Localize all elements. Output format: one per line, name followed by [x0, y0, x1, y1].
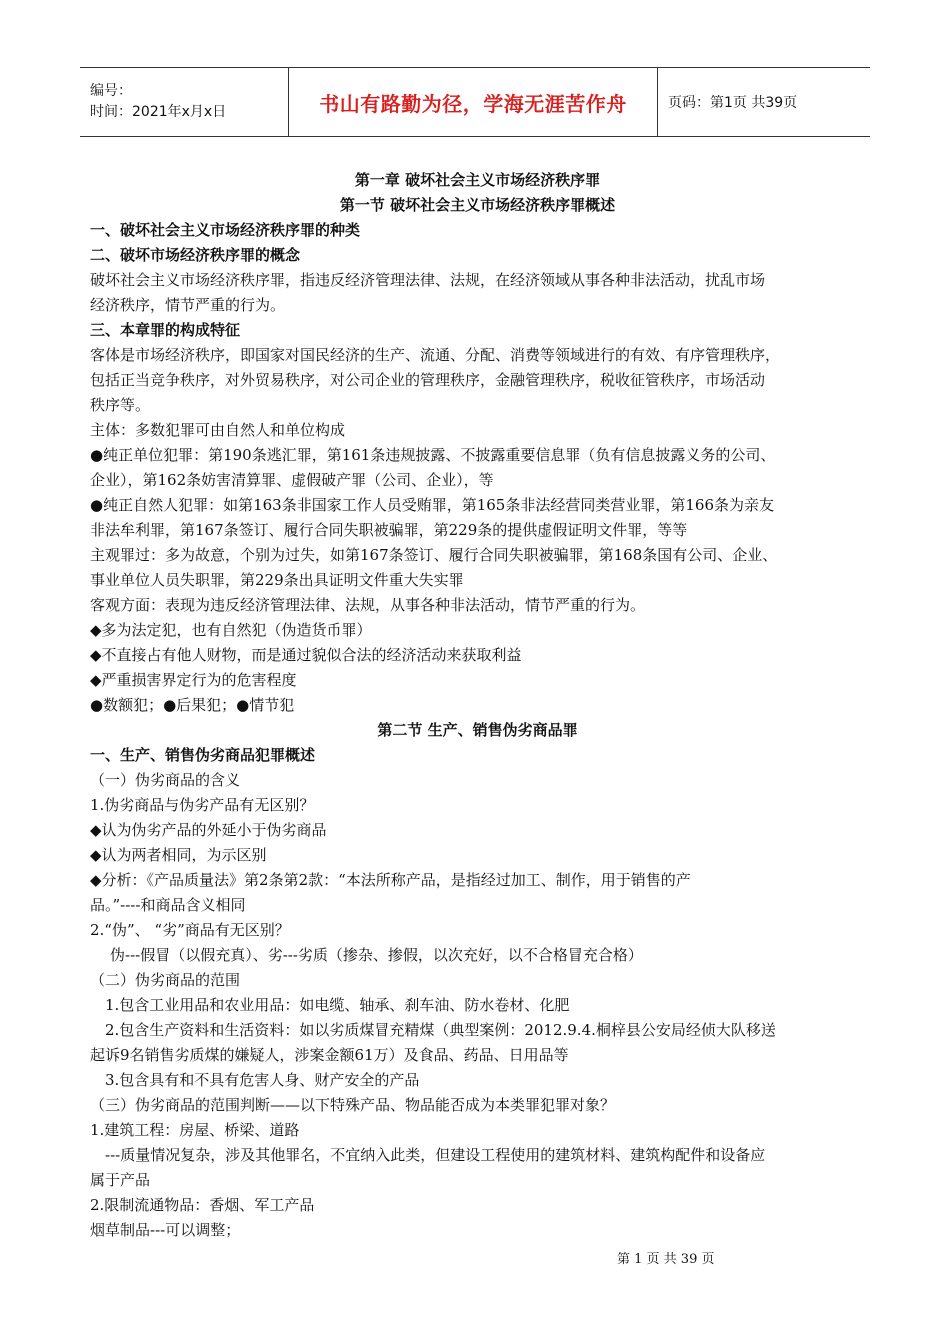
- text-line: ◆认为伪劣产品的外延小于伪劣商品: [90, 821, 327, 839]
- text-line: 烟草制品---可以调整；: [90, 1221, 241, 1239]
- text-line: 客观方面：表现为违反经济管理法律、法规，从事各种非法活动，情节严重的行为。: [90, 596, 646, 614]
- page-header: [80, 67, 870, 137]
- header-page-info-cell: [658, 68, 870, 136]
- text-line: 1.建筑工程：房屋、桥梁、道路: [90, 1121, 300, 1139]
- text-line: 主体：多数犯罪可由自然人和单位构成: [90, 421, 346, 439]
- text-line: ◆严重损害界定行为的危害程度: [90, 671, 297, 689]
- subheading: 二、破坏市场经济秩序罪的概念: [90, 246, 301, 264]
- text-line: 2.限制流通物品：香烟、军工产品: [90, 1196, 315, 1214]
- text-line: 经济秩序，情节严重的行为。: [90, 296, 286, 314]
- text-line: 包括正当竞争秩序，对外贸易秩序，对公司企业的管理秩序，金融管理秩序，税收征管秩序，市场活动: [90, 371, 766, 389]
- text-line: 主观罪过：多为故意，个别为过失，如第167条签订、履行合同失职被骗罪，第168条国有公司、企业、: [90, 546, 778, 564]
- text-line: 1.包含工业用品和农业用品：如电缆、轴承、刹车油、防水卷材、化肥: [105, 996, 570, 1014]
- text-line: 伪---假冒（以假充真）、劣---劣质（掺杂、掺假，以次充好，以不合格冒充合格）: [110, 946, 643, 964]
- text-line: 非法牟利罪，第167条签订、履行合同失职被骗罪，第229条的提供虚假证明文件罪，等等: [90, 521, 688, 539]
- subheading: 一、破坏社会主义市场经济秩序罪的种类: [90, 221, 361, 239]
- document-body: [90, 168, 865, 1243]
- time-label: 时间：2021年x月x日: [90, 104, 227, 120]
- text-line: 客体是市场经济秩序，即国家对国民经济的生产、流通、分配、消费等领域进行的有效、有序管理秩序，: [90, 346, 781, 364]
- footer-page-number: 第 1 页 共 39 页: [617, 1252, 715, 1267]
- text-line: 品。”----和商品含义相同: [90, 896, 246, 914]
- page-info: 页码：第1页 共39页: [668, 95, 798, 111]
- text-line: 企业），第162条妨害清算罪、虚假破产罪（公司、企业），等: [90, 471, 494, 489]
- text-line: 2.“伪”、 “劣”商品有无区别？: [90, 921, 290, 939]
- text-line: 属于产品: [90, 1171, 151, 1189]
- text-line: ◆分析：《产品质量法》第2条第2款：“本法所称产品，是指经过加工、制作，用于销售的产: [90, 871, 691, 889]
- text-line: 事业单位人员失职罪，第229条出具证明文件重大失实罪: [90, 571, 464, 589]
- text-line: ●纯正自然人犯罪：如第163条非国家工作人员受贿罪，第165条非法经营同类营业罪，第166条为亲友: [90, 496, 774, 514]
- text-line: 3.包含具有和不具有危害人身、财产安全的产品: [105, 1071, 420, 1089]
- text-line: 破坏社会主义市场经济秩序罪，指违反经济管理法律、法规，在经济领域从事各种非法活动，扰乱市场: [90, 271, 766, 289]
- section-heading: 第一章 破坏社会主义市场经济秩序罪: [354, 171, 601, 189]
- text-line: （二）伪劣商品的范围: [90, 971, 241, 989]
- text-line: ●纯正单位犯罪：第190条逃汇罪，第161条违规披露、不披露重要信息罪（负有信息披露义务的公司、: [90, 446, 776, 464]
- text-line: ●数额犯；●后果犯；●情节犯: [90, 696, 295, 714]
- section-heading: 第一节 破坏社会主义市场经济秩序罪概述: [339, 196, 616, 214]
- text-line: 秩序等。: [90, 396, 151, 414]
- text-line: ◆多为法定犯，也有自然犯（伪造货币罪）: [90, 621, 372, 639]
- number-label: 编号：: [90, 83, 132, 99]
- text-line: 1.伪劣商品与伪劣产品有无区别？: [90, 796, 315, 814]
- text-line: （一）伪劣商品的含义: [90, 771, 241, 789]
- section-heading: 第二节 生产、销售伪劣商品罪: [377, 721, 578, 739]
- subheading: 三、本章罪的构成特征: [90, 321, 241, 339]
- header-meta: [80, 68, 289, 136]
- text-line: ---质量情况复杂，涉及其他罪名，不宜纳入此类，但建设工程使用的建筑材料、建筑构配件和设备应: [105, 1146, 766, 1164]
- text-line: 起诉9名销售劣质煤的嫌疑人，涉案金额61万）及食品、药品、日用品等: [90, 1046, 569, 1064]
- text-line: （三）伪劣商品的范围判断——以下特殊产品、物品能否成为本类罪犯罪对象？: [90, 1096, 616, 1114]
- subheading: 一、生产、销售伪劣商品犯罪概述: [90, 746, 316, 764]
- text-line: 2.包含生产资料和生活资料：如以劣质煤冒充精煤（典型案例：2012.9.4.桐梓县公安局经侦大队移送: [105, 1021, 776, 1039]
- motto: 书山有路勤为径，学海无涯苦作舟: [319, 91, 627, 116]
- header-motto-cell: [289, 68, 658, 136]
- text-line: ◆不直接占有他人财物，而是通过貌似合法的经济活动来获取利益: [90, 646, 522, 664]
- text-line: ◆认为两者相同，为示区别: [90, 846, 267, 864]
